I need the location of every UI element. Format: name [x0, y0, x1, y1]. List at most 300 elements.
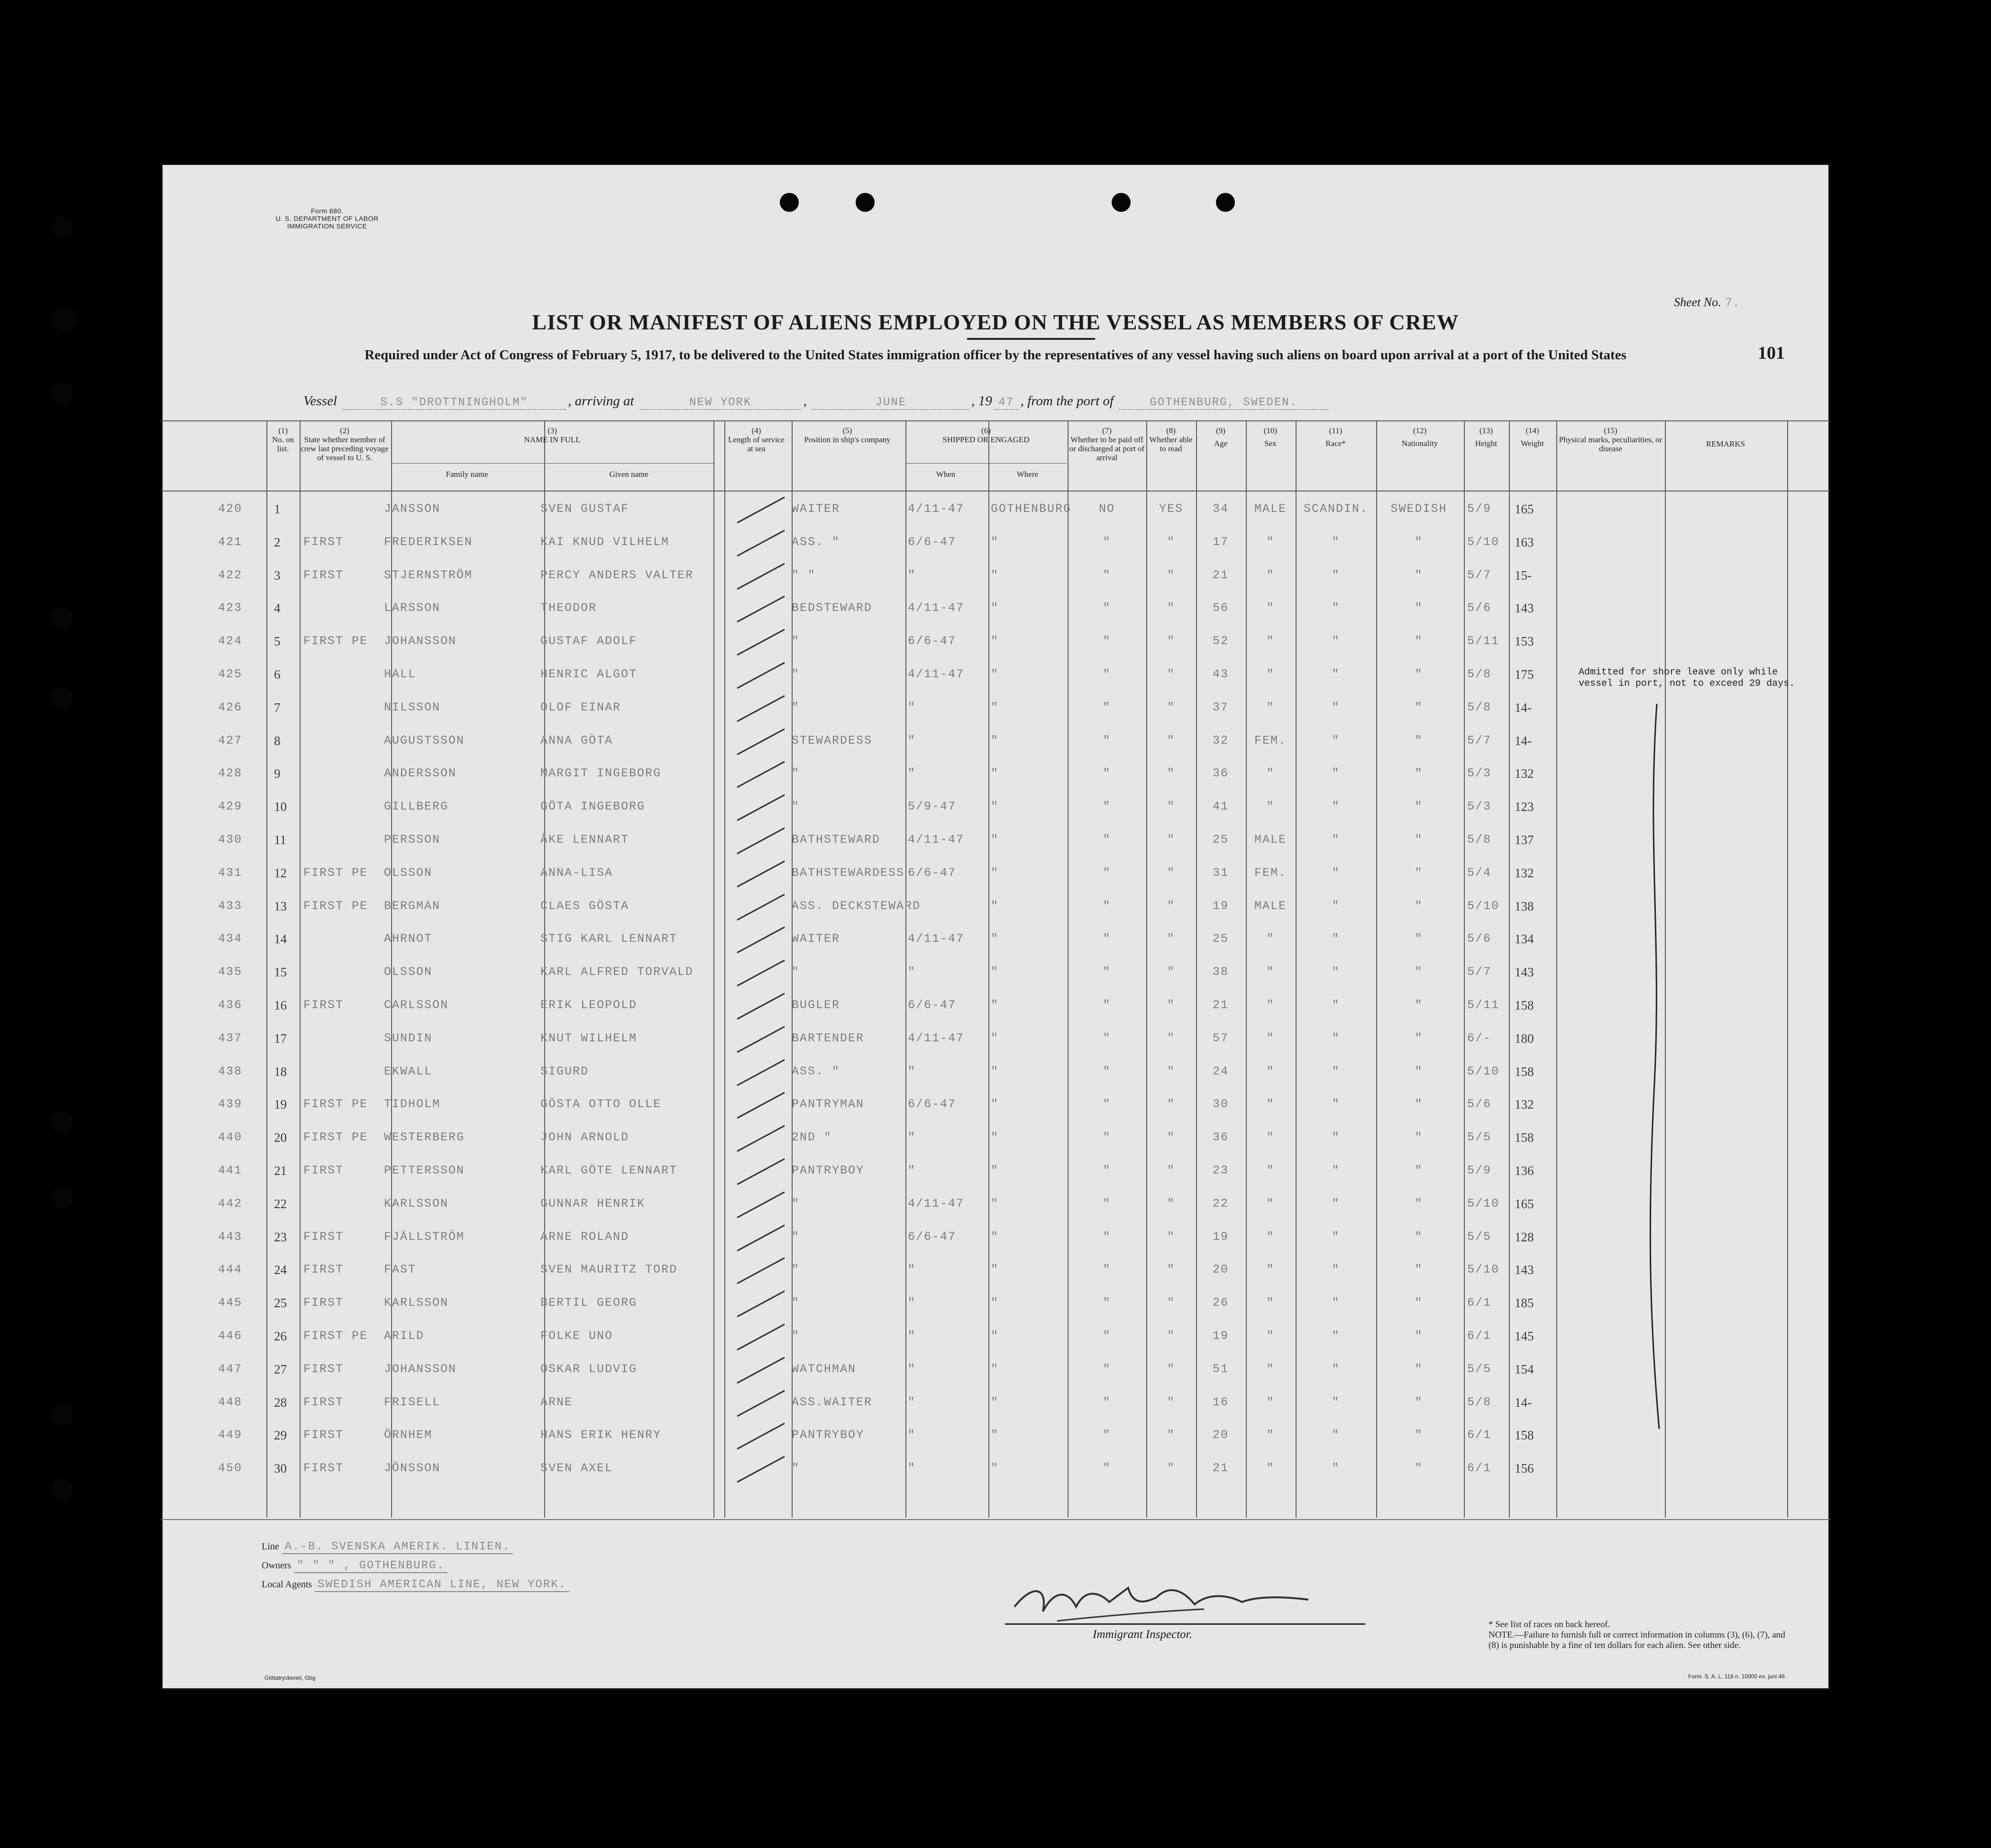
- table-row: [161, 1220, 1830, 1253]
- height: 5/11: [1467, 998, 1500, 1012]
- race: ": [1332, 1362, 1340, 1376]
- sex: ": [1266, 1097, 1275, 1111]
- table-row: [161, 690, 1830, 723]
- list-line-number: 436: [218, 998, 243, 1012]
- nationality: ": [1415, 998, 1423, 1012]
- age: 52: [1212, 634, 1229, 648]
- given-name-header: Given name: [609, 470, 648, 479]
- list-line-number: 440: [218, 1130, 243, 1145]
- sex: ": [1266, 766, 1275, 781]
- punch-hole: [780, 193, 799, 212]
- shipped-when: 4/11-47: [908, 601, 965, 615]
- sex: ": [1266, 965, 1275, 979]
- nationality: ": [1415, 1329, 1423, 1343]
- race: ": [1332, 998, 1340, 1012]
- sheet-label: Sheet No.: [1674, 295, 1721, 309]
- nationality: ": [1415, 1395, 1423, 1409]
- paid-off: ": [1103, 568, 1111, 582]
- able-to-read: ": [1167, 965, 1175, 979]
- paid-off: ": [1103, 865, 1111, 880]
- service-tick-mark: [730, 1421, 792, 1450]
- row-number: 10: [274, 800, 287, 814]
- position: ": [792, 1196, 800, 1211]
- previous-voyage: FIRST: [303, 1164, 344, 1177]
- service-tick-mark: [730, 1322, 792, 1351]
- able-to-read: ": [1167, 833, 1175, 847]
- able-to-read: ": [1167, 1229, 1175, 1244]
- shipped-when: 6/6-47: [908, 1097, 957, 1111]
- row-number: 26: [274, 1329, 287, 1343]
- nationality: ": [1415, 568, 1423, 582]
- race: ": [1332, 1461, 1340, 1475]
- race: ": [1332, 1097, 1340, 1111]
- height: 5/3: [1467, 766, 1492, 781]
- nationality: ": [1415, 634, 1423, 648]
- list-line-number: 420: [218, 502, 243, 516]
- given-name: KARL GÖTE LENNART: [540, 1164, 678, 1177]
- punch-hole: [51, 1111, 73, 1133]
- paid-off: ": [1103, 1130, 1111, 1145]
- height: 6/1: [1467, 1428, 1492, 1442]
- shipped-where: ": [991, 865, 999, 880]
- shipped-subrule: [905, 463, 1067, 464]
- family-name: FAST: [384, 1263, 417, 1277]
- age: 51: [1212, 1362, 1229, 1376]
- shipped-where: ": [991, 1229, 999, 1244]
- row-number: 29: [274, 1428, 287, 1443]
- age: 32: [1212, 733, 1229, 747]
- table-row: [161, 1120, 1830, 1153]
- shipped-where: ": [991, 1329, 999, 1343]
- year-value: 47: [994, 396, 1019, 410]
- family-name: KARLSSON: [384, 1296, 449, 1310]
- shipped-when: ": [908, 1164, 916, 1177]
- paid-off: ": [1103, 932, 1111, 946]
- table-row: [161, 955, 1830, 988]
- service-tick-mark: [730, 495, 792, 524]
- list-line-number: 425: [218, 667, 243, 681]
- age: 20: [1212, 1263, 1229, 1277]
- table-row: [161, 492, 1830, 525]
- able-to-read: ": [1167, 1097, 1175, 1111]
- where-header: Where: [1016, 470, 1039, 479]
- paid-off: ": [1103, 1229, 1111, 1244]
- shipped-when: ": [908, 1263, 916, 1277]
- row-number: 24: [274, 1263, 287, 1277]
- shipped-when: ": [908, 1362, 916, 1376]
- sex: ": [1266, 667, 1275, 681]
- table-row: [161, 1054, 1830, 1087]
- shipped-when: 4/11-47: [908, 502, 965, 516]
- shipped-where: ": [991, 1064, 999, 1078]
- height: 5/8: [1467, 1395, 1492, 1409]
- sex: MALE: [1254, 899, 1287, 913]
- list-line-number: 445: [218, 1296, 243, 1310]
- given-name: PERCY ANDERS VALTER: [540, 568, 694, 582]
- family-name: OLSSON: [384, 865, 433, 880]
- previous-voyage: FIRST: [303, 1461, 344, 1475]
- shipped-where: ": [991, 535, 999, 549]
- family-name: TIDHOLM: [384, 1097, 441, 1111]
- race: ": [1332, 899, 1340, 913]
- given-name: SVEN GUSTAF: [540, 502, 630, 516]
- shipped-where: ": [991, 899, 999, 913]
- form-number-footer: Form. S. A. L. 116 n. 10000 ex. juni 46: [1688, 1673, 1785, 1680]
- able-to-read: ": [1167, 667, 1175, 681]
- nationality: ": [1415, 800, 1423, 814]
- given-name: OLOF EINAR: [540, 700, 621, 714]
- col6-header: (6) SHIPPED OR ENGAGED: [942, 426, 1030, 444]
- able-to-read: ": [1167, 800, 1175, 814]
- race: ": [1332, 932, 1340, 946]
- list-line-number: 424: [218, 634, 243, 648]
- paid-off: ": [1103, 1031, 1111, 1045]
- sex: ": [1266, 601, 1275, 615]
- shipped-where: ": [991, 1428, 999, 1442]
- family-name: OLSSON: [384, 965, 433, 979]
- shipped-when: ": [908, 1064, 916, 1078]
- punch-hole: [51, 217, 73, 238]
- height: 5/10: [1467, 1064, 1500, 1078]
- family-name: WESTERBERG: [384, 1130, 465, 1145]
- shipped-where: ": [991, 1097, 999, 1111]
- height: 6/-: [1467, 1031, 1492, 1045]
- age: 21: [1212, 998, 1229, 1012]
- weight: 156: [1515, 1461, 1534, 1476]
- paid-off: ": [1103, 1329, 1111, 1343]
- shipped-when: 4/11-47: [908, 1196, 965, 1211]
- age: 20: [1212, 1428, 1229, 1442]
- given-name: GUSTAF ADOLF: [540, 634, 638, 648]
- able-to-read: ": [1167, 634, 1175, 648]
- col11-header: (11) Race*: [1325, 426, 1346, 448]
- table-row: [161, 591, 1830, 624]
- service-tick-mark: [730, 1289, 792, 1318]
- sex: ": [1266, 1329, 1275, 1343]
- given-name: HANS ERIK HENRY: [540, 1428, 662, 1442]
- sex: MALE: [1254, 502, 1287, 516]
- year-prefix: , 19: [971, 393, 992, 409]
- table-row: [161, 856, 1830, 889]
- given-name: ARNE: [540, 1395, 573, 1409]
- previous-voyage: FIRST: [303, 1428, 344, 1442]
- height: 5/8: [1467, 667, 1492, 681]
- shipped-when: 6/6-47: [908, 865, 957, 880]
- race: ": [1332, 800, 1340, 814]
- age: 37: [1212, 700, 1229, 714]
- list-line-number: 430: [218, 833, 243, 847]
- remarks-bracket-line: [1643, 704, 1671, 1429]
- service-tick-mark: [730, 727, 792, 756]
- race: ": [1332, 667, 1340, 681]
- family-name: JOHANSSON: [384, 634, 457, 648]
- paid-off: ": [1103, 535, 1111, 549]
- weight: 145: [1515, 1329, 1534, 1343]
- race: ": [1332, 766, 1340, 781]
- port-value: NEW YORK: [639, 396, 802, 410]
- table-row: [161, 1186, 1830, 1220]
- position: PANTRYMAN: [792, 1097, 865, 1111]
- nationality: ": [1415, 1229, 1423, 1244]
- family-name: CARLSSON: [384, 998, 449, 1012]
- height: 5/3: [1467, 800, 1492, 814]
- position: BUGLER: [792, 998, 840, 1012]
- remarks-note: Admitted for shore leave only while vessel in port, not to exceed 29 days.: [1579, 667, 1795, 689]
- sex: ": [1266, 1395, 1275, 1409]
- row-number: 18: [274, 1064, 287, 1079]
- from-port-value: GOTHENBURG, SWEDEN.: [1119, 396, 1328, 410]
- col13-header: (13) Height: [1475, 426, 1498, 448]
- race: ": [1332, 634, 1340, 648]
- previous-voyage: FIRST: [303, 1362, 344, 1376]
- weight: 138: [1515, 899, 1534, 913]
- able-to-read: ": [1167, 1196, 1175, 1211]
- agents-value: SWEDISH AMERICAN LINE, NEW YORK.: [315, 1578, 569, 1592]
- height: 5/10: [1467, 1196, 1500, 1211]
- previous-voyage: FIRST: [303, 998, 344, 1012]
- weight: 14-: [1515, 1395, 1532, 1410]
- punch-hole: [51, 1479, 73, 1501]
- sex: FEM.: [1254, 865, 1287, 880]
- col15-header: (15) Physical marks, peculiarities, or disease: [1559, 426, 1662, 453]
- list-line-number: 447: [218, 1362, 243, 1376]
- weight: 180: [1515, 1031, 1534, 1046]
- able-to-read: ": [1167, 932, 1175, 946]
- weight: 132: [1515, 1097, 1534, 1112]
- shipped-where: ": [991, 766, 999, 781]
- position: STEWARDESS: [792, 733, 873, 747]
- weight: 14-: [1515, 700, 1532, 715]
- age: 19: [1212, 1229, 1229, 1244]
- age: 31: [1212, 865, 1229, 880]
- race: ": [1332, 1229, 1340, 1244]
- previous-voyage: FIRST PE: [303, 865, 368, 880]
- service-tick-mark: [730, 594, 792, 623]
- previous-voyage: FIRST PE: [303, 899, 368, 913]
- department-name: U. S. DEPARTMENT OF LABOR: [275, 215, 379, 222]
- height: 5/8: [1467, 700, 1492, 714]
- able-to-read: ": [1167, 1329, 1175, 1343]
- position: " ": [792, 568, 816, 582]
- crew-table: [161, 420, 1830, 1518]
- paid-off: ": [1103, 1097, 1111, 1111]
- col5-header: (5) Position in ship's company: [804, 426, 891, 444]
- nationality: ": [1415, 833, 1423, 847]
- punch-hole: [51, 382, 73, 404]
- able-to-read: YES: [1159, 502, 1183, 516]
- nationality: ": [1415, 1428, 1423, 1442]
- weight: 123: [1515, 800, 1534, 814]
- able-to-read: ": [1167, 899, 1175, 913]
- position: BATHSTEWARD: [792, 833, 881, 847]
- position: ": [792, 800, 800, 814]
- list-line-number: 449: [218, 1428, 243, 1442]
- paid-off: ": [1103, 965, 1111, 979]
- table-row: [161, 789, 1830, 822]
- nationality: ": [1415, 1130, 1423, 1145]
- weight: 143: [1515, 1263, 1534, 1277]
- family-name: NILSSON: [384, 700, 441, 714]
- service-tick-mark: [730, 1025, 792, 1053]
- punch-hole: [51, 1404, 73, 1426]
- manifest-sheet: [161, 164, 1830, 1690]
- list-line-number: 426: [218, 700, 243, 714]
- service-tick-mark: [730, 859, 792, 888]
- paid-off: ": [1103, 1196, 1111, 1211]
- nationality: ": [1415, 965, 1423, 979]
- arriving-label: , arriving at: [568, 393, 634, 409]
- age: 25: [1212, 833, 1229, 847]
- paid-off: ": [1103, 899, 1111, 913]
- given-name: ERIK LEOPOLD: [540, 998, 638, 1012]
- given-name: GUNNAR HENRIK: [540, 1196, 646, 1211]
- position: ": [792, 634, 800, 648]
- family-name: ANDERSSON: [384, 766, 457, 781]
- weight: 143: [1515, 601, 1534, 616]
- shipped-when: 4/11-47: [908, 667, 965, 681]
- list-line-number: 437: [218, 1031, 243, 1045]
- able-to-read: ": [1167, 1164, 1175, 1177]
- able-to-read: ": [1167, 1296, 1175, 1310]
- shipped-when: ": [908, 1461, 916, 1475]
- family-name: FREDERIKSEN: [384, 535, 473, 549]
- able-to-read: ": [1167, 700, 1175, 714]
- shipped-when: 6/6-47: [908, 998, 957, 1012]
- weight: 132: [1515, 865, 1534, 880]
- row-number: 28: [274, 1395, 287, 1410]
- age: 30: [1212, 1097, 1229, 1111]
- position: ASS. ": [792, 1064, 840, 1078]
- position: BEDSTEWARD: [792, 601, 873, 615]
- previous-voyage: FIRST PE: [303, 1329, 368, 1343]
- family-name: EKWALL: [384, 1064, 433, 1078]
- given-name: CLAES GÖSTA: [540, 899, 630, 913]
- row-number: 23: [274, 1229, 287, 1244]
- list-line-number: 427: [218, 733, 243, 747]
- age: 36: [1212, 766, 1229, 781]
- position: PANTRYBOY: [792, 1164, 865, 1177]
- family-name: PETTERSSON: [384, 1164, 465, 1177]
- given-name: STIG KARL LENNART: [540, 932, 678, 946]
- shipped-where: ": [991, 733, 999, 747]
- sex: ": [1266, 1362, 1275, 1376]
- shipped-when: 6/6-47: [908, 535, 957, 549]
- col12-header: (12) Nationality: [1401, 426, 1438, 448]
- previous-voyage: FIRST PE: [303, 1130, 368, 1145]
- able-to-read: ": [1167, 1263, 1175, 1277]
- given-name: ANNA-LISA: [540, 865, 613, 880]
- shipped-where: ": [991, 1031, 999, 1045]
- able-to-read: ": [1167, 601, 1175, 615]
- owners-value: " " " , GOTHENBURG.: [294, 1559, 448, 1573]
- punch-hole: [856, 193, 875, 212]
- shipped-when: ": [908, 1130, 916, 1145]
- weight: 158: [1515, 1064, 1534, 1079]
- age: 57: [1212, 1031, 1229, 1045]
- age: 38: [1212, 965, 1229, 979]
- inspector-rule: [1005, 1623, 1365, 1625]
- given-name: SIGURD: [540, 1064, 589, 1078]
- paid-off: ": [1103, 1461, 1111, 1475]
- row-number: 7: [274, 700, 281, 715]
- list-line-number: 422: [218, 568, 243, 582]
- age: 34: [1212, 502, 1229, 516]
- inspector-signature: [1005, 1574, 1365, 1626]
- position: ": [792, 1296, 800, 1310]
- table-row: [161, 558, 1830, 591]
- able-to-read: ": [1167, 1428, 1175, 1442]
- table-row: [161, 889, 1830, 922]
- paid-off: ": [1103, 998, 1111, 1012]
- weight: 165: [1515, 1196, 1534, 1211]
- sex: FEM.: [1254, 733, 1287, 747]
- previous-voyage: FIRST: [303, 1395, 344, 1409]
- family-name: STJERNSTRÖM: [384, 568, 473, 582]
- family-name-header: Family name: [446, 470, 488, 479]
- service-tick-mark: [730, 628, 792, 656]
- previous-voyage: FIRST: [303, 1229, 344, 1244]
- paid-off: ": [1103, 1428, 1111, 1442]
- shipped-where: ": [991, 667, 999, 681]
- age: 19: [1212, 899, 1229, 913]
- row-number: 19: [274, 1097, 287, 1112]
- page-title: LIST OR MANIFEST OF ALIENS EMPLOYED ON THE VESSEL AS MEMBERS OF CREW: [532, 310, 1459, 334]
- shipped-where: ": [991, 800, 999, 814]
- row-number: 17: [274, 1031, 287, 1046]
- shipped-where: ": [991, 634, 999, 648]
- position: PANTRYBOY: [792, 1428, 865, 1442]
- table-row: [161, 1352, 1830, 1385]
- age: 56: [1212, 601, 1229, 615]
- sex: ": [1266, 1461, 1275, 1475]
- form-header: [261, 207, 393, 230]
- family-name: GILLBERG: [384, 800, 449, 814]
- shipped-when: 6/6-47: [908, 1229, 957, 1244]
- sex: ": [1266, 1196, 1275, 1211]
- previous-voyage: FIRST: [303, 568, 344, 582]
- height: 5/6: [1467, 932, 1492, 946]
- age: 26: [1212, 1296, 1229, 1310]
- able-to-read: ": [1167, 766, 1175, 781]
- height: 6/1: [1467, 1296, 1492, 1310]
- service-tick-mark: [730, 1157, 792, 1185]
- service-tick-mark: [730, 992, 792, 1020]
- nationality: ": [1415, 1164, 1423, 1177]
- able-to-read: ": [1167, 1362, 1175, 1376]
- list-line-number: 446: [218, 1329, 243, 1343]
- shipped-where: ": [991, 932, 999, 946]
- able-to-read: ": [1167, 535, 1175, 549]
- given-name: ARNE ROLAND: [540, 1229, 630, 1244]
- table-row: [161, 1319, 1830, 1352]
- shipped-when: ": [908, 1428, 916, 1442]
- shipped-where: ": [991, 601, 999, 615]
- shipped-where: ": [991, 700, 999, 714]
- shipped-when: ": [908, 1395, 916, 1409]
- shipped-where: ": [991, 1362, 999, 1376]
- sex: ": [1266, 1164, 1275, 1177]
- shipped-when: ": [908, 733, 916, 747]
- position: ": [792, 700, 800, 714]
- family-name: JOHANSSON: [384, 1362, 457, 1376]
- service-tick-mark: [730, 1091, 792, 1119]
- race: ": [1332, 568, 1340, 582]
- shipped-when: 6/6-47: [908, 634, 957, 648]
- list-line-number: 442: [218, 1196, 243, 1211]
- list-line-number: 444: [218, 1263, 243, 1277]
- shipped-when: ": [908, 766, 916, 781]
- row-number: 1: [274, 502, 281, 516]
